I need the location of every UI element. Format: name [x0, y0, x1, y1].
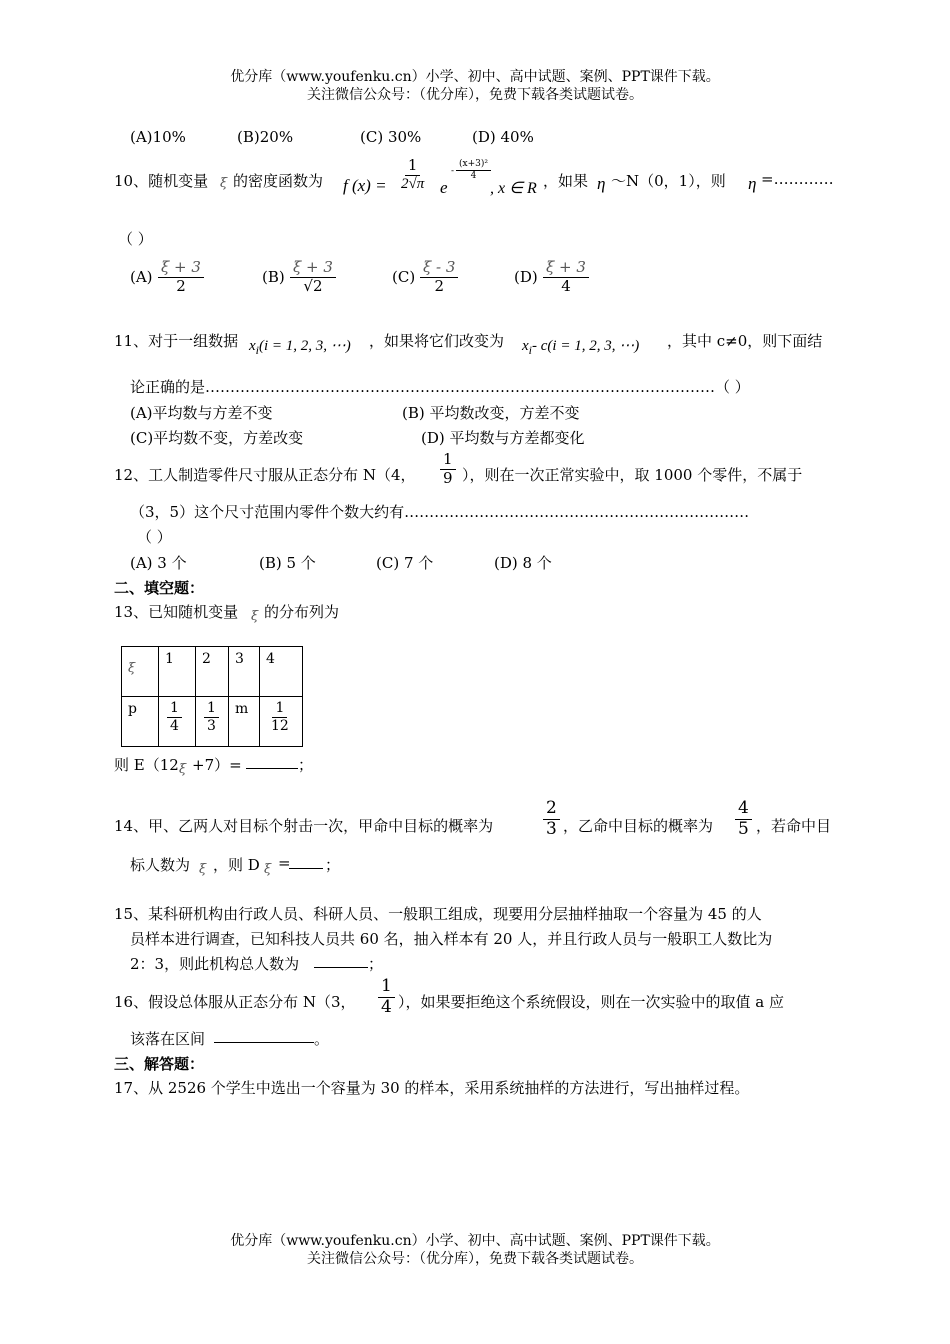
q10-opt-a-fraction [156, 260, 206, 295]
q10-e: e [440, 178, 448, 197]
q13-blank[interactable] [246, 754, 298, 769]
q12-text-a: 12、工人制造零件尺寸服从正态分布 N（4， [114, 466, 416, 484]
table-row [122, 647, 303, 697]
q11-data-1-var: x [249, 338, 256, 354]
table-cell: 4 [260, 647, 303, 697]
q9-option-a: (A)10% [130, 128, 186, 146]
q10-xi-symbol: ξ [220, 176, 228, 191]
q10-exp-num: (x+3)² [456, 160, 491, 171]
q13-after-b: +7）= [192, 756, 242, 774]
q16-fraction-num: 1 [378, 978, 395, 998]
q12-option-b: (B) 5 个 [259, 554, 316, 572]
q16-fraction-den: 4 [381, 996, 392, 1017]
q16-text-a: 16、假设总体服从正态分布 N（3， [114, 993, 356, 1011]
q12-fraction-den: 9 [443, 468, 453, 487]
q10-density-den: 2√π [401, 175, 425, 192]
q13-text-a: 13、已知随机变量 [114, 603, 239, 621]
q10-opt-b-num: ξ + 3 [290, 260, 336, 278]
q14-line-2-b: ，则 D [213, 856, 260, 874]
q12-text-b: ），则在一次正常实验中，取 1000 个零件，不属于 [462, 466, 803, 484]
q14-fraction-2-num: 4 [735, 800, 752, 820]
q12-option-c: (C) 7 个 [376, 554, 434, 572]
q10-opt-b-fraction [288, 260, 338, 295]
q14-text-c: ，若命中目 [756, 817, 832, 835]
header-line-1: 优分库（www.youfenku.cn）小学、初中、高中试题、案例、PPT课件下载。 [230, 69, 720, 85]
q17-text: 17、从 2526 个学生中选出一个容量为 30 的样本，采用系统抽样的方法进行，写出抽样过程。 [114, 1079, 750, 1097]
q9-option-b: (B)20% [237, 128, 294, 146]
q13-xi-symbol: ξ [251, 609, 259, 624]
q13-text-b: 的分布列为 [264, 603, 340, 621]
q10-opt-c-fraction [418, 260, 460, 295]
q11-text-b: ，如果将它们改变为 [369, 332, 505, 350]
q10-opt-b-label: (B) [262, 268, 285, 286]
q10-opt-d-label: (D) [514, 268, 538, 286]
q13-after-xi: ξ [179, 762, 187, 777]
q15-line-1: 15、某科研机构由行政人员、科研人员、一般职工组成，现要用分层抽样抽取一个容量为 45 的人 [114, 905, 762, 923]
q16-fraction [376, 978, 397, 1017]
q10-opt-d-den: 4 [561, 276, 571, 295]
q10-opt-a-label: (A) [130, 268, 153, 286]
q10-text-a: 10、随机变量 [114, 172, 209, 190]
table-cell: m [229, 697, 260, 747]
q14-fraction-2-den: 5 [738, 818, 749, 839]
q9-option-c: (C) 30% [360, 128, 422, 146]
q10-text-c: ，如果 [543, 172, 589, 190]
footer-line-1: 优分库（www.youfenku.cn）小学、初中、高中试题、案例、PPT课件下载。 [230, 1233, 720, 1249]
q10-text-d: ～N（0，1），则 [611, 172, 726, 190]
q16-text-b: ），如果要拒绝这个系统假设，则在一次实验中的取值 a 应 [398, 993, 784, 1011]
section-3-title: 三、解答题： [114, 1055, 205, 1073]
q14-fraction-1 [541, 800, 562, 839]
q10-exponent: - $\frac{\text{(x+3)²}}{4}$ [451, 160, 493, 182]
q14-fraction-2 [733, 800, 754, 839]
table-cell-xi: ξ [122, 647, 159, 697]
q12-option-d: (D) 8 个 [494, 554, 552, 572]
q12-fraction-num: 1 [440, 452, 456, 470]
q15-line-3-b: ； [368, 955, 384, 973]
q10-opt-d-fraction [541, 260, 591, 295]
q14-text-a: 14、甲、乙两人对目标个射击一次，甲命中目标的概率为 [114, 817, 494, 835]
q10-opt-a-den: 2 [176, 276, 186, 295]
q10-exp-den: 4 [470, 171, 477, 182]
q14-line-2-c: = [278, 854, 291, 872]
q11-text-a: 11、对于一组数据 [114, 332, 239, 350]
distribution-table [121, 646, 303, 747]
footer-line-2: 关注微信公众号：（优分库），免费下载各类试题试卷。 [307, 1251, 643, 1267]
q11-text-c: ，其中 c≠0，则下面结 [667, 332, 823, 350]
section-2-title: 二、填空题： [114, 579, 205, 597]
q15-blank[interactable] [314, 953, 368, 968]
q13-after-a: 则 E（12 [114, 756, 179, 774]
q11-option-a: (A)平均数与方差不变 [130, 404, 273, 422]
table-row [122, 697, 303, 747]
q16-line-2-b: 。 [314, 1030, 330, 1048]
q10-density-num: 1 [405, 158, 421, 176]
q11-data-1-rest: (i = 1, 2, 3, ⋯) [259, 338, 351, 354]
q14-xi-1: ξ [199, 862, 207, 877]
q12-answer-paren: （ ） [137, 528, 172, 546]
q14-fraction-1-den: 3 [546, 818, 557, 839]
q16-line-2-a: 该落在区间 [130, 1030, 206, 1048]
q10-eta-1: η [597, 174, 606, 193]
q10-opt-a-num: ξ + 3 [158, 260, 204, 278]
q10-opt-c-den: 2 [434, 276, 444, 295]
q10-text-e: =………… [761, 170, 834, 188]
q15-line-3-a: 2：3，则此机构总人数为 [130, 955, 300, 973]
q10-eta-2: η [748, 174, 757, 193]
q10-opt-c-label: (C) [392, 268, 416, 286]
q14-text-b: ，乙命中目标的概率为 [563, 817, 714, 835]
q14-blank[interactable] [289, 854, 323, 869]
q13-after-c: ； [298, 756, 314, 774]
q11-data-2-var: x [522, 338, 529, 354]
q10-opt-c-num: ξ - 3 [420, 260, 458, 278]
q10-fx: f (x) = [343, 176, 387, 195]
table-cell: $\frac{1}{12}$ [260, 697, 303, 747]
q12-option-a: (A) 3 个 [130, 554, 187, 572]
q11-option-d: (D) 平均数与方差都变化 [421, 429, 585, 447]
q10-domain: , x ∈ R [490, 180, 537, 197]
q11-option-b: (B) 平均数改变，方差不变 [402, 404, 580, 422]
q10-density-fraction [396, 158, 429, 193]
q10-opt-d-num: ξ + 3 [543, 260, 589, 278]
q11-data-1: $x_i(i = 1$, 2, 3, ⋯) [249, 338, 351, 357]
q14-xi-2: ξ [264, 862, 272, 877]
q14-fraction-1-num: 2 [543, 800, 560, 820]
q10-text-b: 的密度函数为 [233, 172, 324, 190]
q14-line-2-a: 标人数为 [130, 856, 191, 874]
table-cell: 3 [229, 647, 260, 697]
q12-line-2: （3，5）这个尺寸范围内零件个数大约有…………………………………………………………… [130, 503, 750, 521]
q12-fraction [438, 452, 458, 487]
table-cell: 2 [196, 647, 229, 697]
table-cell: 1 [159, 647, 196, 697]
q10-answer-paren: （ ） [118, 230, 153, 248]
table-cell: $\frac{1}{4}$ [159, 697, 196, 747]
table-cell: $\frac{1}{3}$ [196, 697, 229, 747]
q11-data-2: $x_i-$ c(i = 1, 2, 3, ⋯) [522, 338, 640, 357]
q9-option-d: (D) 40% [472, 128, 534, 146]
q14-line-2-d: ； [325, 856, 341, 874]
header-line-2: 关注微信公众号：（优分库），免费下载各类试题试卷。 [307, 87, 643, 103]
q11-option-c: (C)平均数不变，方差改变 [130, 429, 304, 447]
q11-line-2: 论正确的是…………………………………………………………………………………………（ ） [130, 378, 750, 396]
q15-line-2: 员样本进行调查，已知科技人员共 60 名，抽入样本有 20 人，并且行政人员与一般职工人数比为 [130, 930, 773, 948]
q10-opt-b-den: √2 [303, 276, 323, 295]
q16-blank[interactable] [214, 1028, 314, 1043]
q11-data-2-rest: - c(i = 1, 2, 3, ⋯) [532, 338, 640, 354]
table-cell-p: p [122, 697, 159, 747]
